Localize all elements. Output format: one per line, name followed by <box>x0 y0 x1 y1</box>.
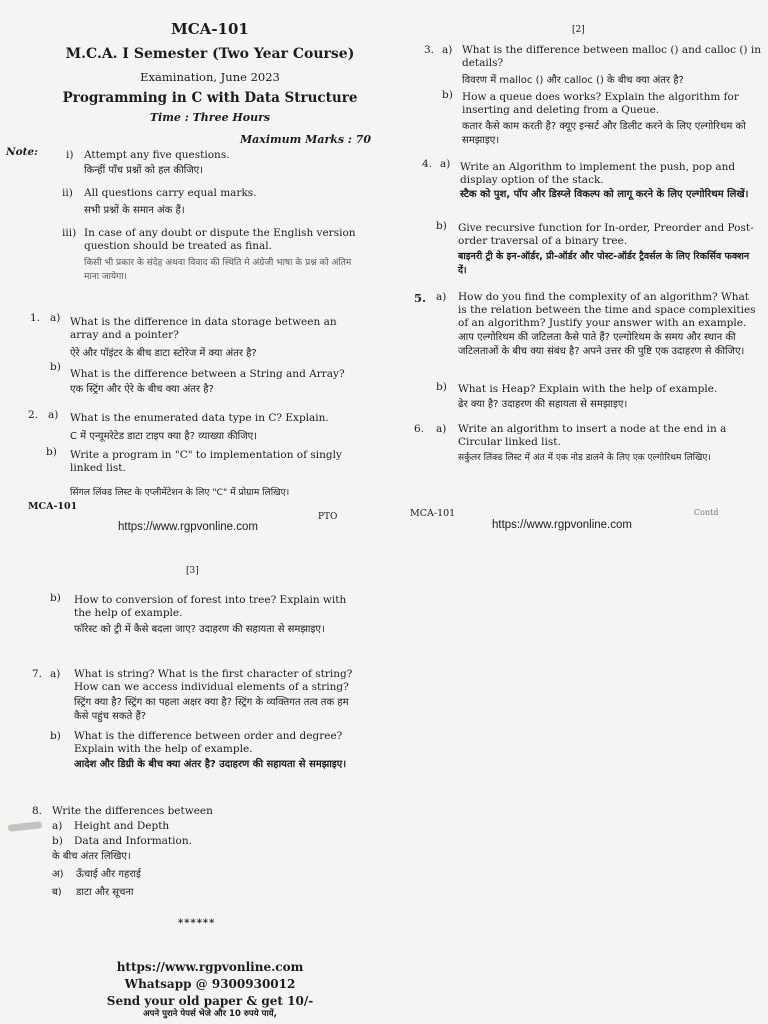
maximum-marks: Maximum Marks : 70 <box>240 133 372 146</box>
note-text-hi: किन्हीं पाँच प्रश्नों को हल कीजिए। <box>84 165 203 176</box>
question-text-en: What is string? What is the first character of string? How can we access individual elements of a string? <box>74 668 353 693</box>
question-number: 6. <box>414 423 425 435</box>
question-text-hi: ऐरे और पॉइंटर के बीच डाटा स्टोरेज में क्या अंतर है? <box>70 348 257 359</box>
question-text-hi: ढेर क्या है? उदाहरण की सहायता से समझाइए। <box>458 399 628 410</box>
sub-question-label: a) <box>52 820 63 832</box>
sub-question-label: a) <box>436 423 447 435</box>
sub-question-label: b) <box>436 220 447 232</box>
paper-code: MCA-101 <box>171 20 249 38</box>
sub-question-label: a) <box>48 409 59 421</box>
course-title: M.C.A. I Semester (Two Year Course) <box>65 46 355 62</box>
sub-question-label: b) <box>46 446 57 458</box>
sub-question-label: a) <box>50 668 61 680</box>
question-text-hi: कतार कैसे काम करती है? क्यूए इन्सर्ट और डिलीट करने के लिए एल्गोरिथम को समझाइए। <box>462 121 746 146</box>
subject-title: Programming in C with Data Structure <box>62 90 358 106</box>
sub-question-label: a) <box>50 312 61 324</box>
question-text-en: Write the differences between <box>52 805 213 817</box>
note-text-en: All questions carry equal marks. <box>84 187 257 199</box>
question-text-hi: फॉरेस्ट को ट्री में कैसे बदला जाए? उदाहरण की सहायता से समझाइए। <box>74 624 325 635</box>
question-text-en: How do you find the complexity of an algorithm? What is the relation between the time and space complexities of an algorithm? Justify your answer with an example. <box>458 291 756 329</box>
question-number: 5. <box>414 291 427 305</box>
sub-question-label: b) <box>52 835 63 847</box>
page-number: [3] <box>186 566 199 576</box>
sub-question-label: b) <box>442 89 453 101</box>
page-number: [2] <box>572 25 585 35</box>
question-number: 1. <box>30 312 41 324</box>
sub-question-label: ब) <box>52 887 62 898</box>
sub-question-label: b) <box>50 361 61 373</box>
exam-time: Time : Three Hours <box>149 111 271 124</box>
question-text-en: What is the enumerated data type in C? Explain. <box>70 412 329 424</box>
sub-question-label: अ) <box>52 869 64 880</box>
promo-offer-hindi: अपने पुराने पेपर्स भेजे और 10 रुपये पायें, <box>143 1009 277 1019</box>
question-text-hi: सिंगल लिंक्ड लिस्ट के एप्लीमेंटेशन के लिए "C" में प्रोग्राम लिखिए। <box>70 487 290 498</box>
question-text-hi: बाइनरी ट्री के इन-ऑर्डर, प्री-ऑर्डर और पोस्ट-ऑर्डर ट्रैवर्सल के लिए रिकर्सिव फक्शन दें। <box>458 251 750 276</box>
footer-pto: PTO <box>318 512 338 522</box>
promo-offer: Send your old paper & get 10/- <box>106 994 314 1008</box>
question-text-hi: C में एन्यूमरेटेड डाटा टाइप क्या है? व्याख्या कीजिए। <box>70 431 257 442</box>
sub-question-label: a) <box>436 291 447 303</box>
question-text-en: Write an algorithm to insert a node at the end in a Circular linked list. <box>458 423 727 448</box>
footer-contd: Contd <box>694 508 719 517</box>
end-marker: ****** <box>178 918 216 929</box>
note-number: iii) <box>62 227 77 239</box>
note-number: i) <box>66 149 74 161</box>
promo-url: https://www.rgpvonline.com <box>116 960 304 974</box>
note-text-en: In case of any doubt or dispute the English version question should be treated as final. <box>84 227 356 252</box>
question-text-hi: स्टैक को पुश, पॉप और डिस्प्ले विकल्प को लागू करने के लिए एल्गोरिथम लिखें। <box>460 189 749 200</box>
question-text-en: What is the difference between a String and Array? <box>70 368 345 380</box>
question-text-hi: आदेश और डिग्री के बीच क्या अंतर है? उदाहरण की सहायता से समझाइए। <box>74 759 347 770</box>
question-text-hi: विवरण में malloc () और calloc () के बीच क्या अंतर है? <box>462 75 684 86</box>
question-text-en: How to conversion of forest into tree? Explain with the help of example. <box>74 594 347 619</box>
sub-question-label: b) <box>436 381 447 393</box>
sub-question-label: b) <box>50 730 61 742</box>
sub-question-label: a) <box>440 158 451 170</box>
footer-paper-code: MCA-101 <box>28 501 78 512</box>
question-text-en: How a queue does works? Explain the algorithm for inserting and deleting from a Queue. <box>462 91 739 116</box>
sub-question-label: b) <box>50 592 61 604</box>
question-text-en: Write an Algorithm to implement the push, pop and display option of the stack. <box>460 161 736 186</box>
question-text-hi: सर्कुलर लिंक्ड लिस्ट में अंत में एक नोड डालने के लिए एक एल्गोरिथम लिखिए। <box>458 453 711 463</box>
note-text-hi: किसी भी प्रकार के संदेह अथवा विवाद की स्थिति मे अंग्रेजी भाषा के प्रश्न को अंतिम माना जायेगा। <box>84 258 352 282</box>
question-text-en: Give recursive function for In-order, Preorder and Post-order traversal of a binary tree. <box>458 222 754 247</box>
question-text-hi: स्ट्रिंग क्या है? स्ट्रिंग का पहला अक्षर क्या है? स्ट्रिंग के व्यक्तिगत तत्व तक हम कैसे पहुंच सकते हैं? <box>74 697 349 722</box>
source-url: https://www.rgpvonline.com <box>492 519 632 531</box>
note-text-hi: सभी प्रश्नों के समान अंक हैं। <box>84 205 185 216</box>
question-text-en: Data and Information. <box>74 835 192 847</box>
question-text-en: What is the difference between order and degree? Explain with the help of example. <box>74 730 343 755</box>
question-text-en: What is the difference between malloc () and calloc () in details? <box>462 44 761 69</box>
source-url: https://www.rgpvonline.com <box>118 521 258 533</box>
question-text-en: Write a program in "C" to implementation of singly linked list. <box>70 449 342 474</box>
question-text-en: What is the difference in data storage between an array and a pointer? <box>70 316 337 341</box>
question-text-hi: डाटा और सूचना <box>76 887 134 898</box>
note-label: Note: <box>6 146 39 158</box>
question-text-hi: एक स्ट्रिंग और ऐरे के बीच क्या अंतर है? <box>70 384 214 395</box>
note-number: ii) <box>62 187 73 199</box>
question-number: 3. <box>424 44 435 56</box>
question-number: 8. <box>32 805 43 817</box>
question-number: 4. <box>422 158 433 170</box>
question-text-hi: आप एल्गोरिथम की जटिलता कैसे पाते हैं? एल्गोरिथम के समय और स्थान की जटिलताओं के बीच क्या संबंध है? अपने उत्तर की पुष्टि एक उदाहरण से कीजिए। <box>458 332 745 357</box>
scan-smudge <box>8 821 43 832</box>
footer-paper-code: MCA-101 <box>410 508 456 519</box>
sub-question-label: a) <box>442 44 453 56</box>
question-text-en: What is Heap? Explain with the help of example. <box>458 383 718 395</box>
question-number: 7. <box>32 668 43 680</box>
question-number: 2. <box>28 409 39 421</box>
question-text-hi: ऊँचाई और गहराई <box>76 869 141 880</box>
exam-session: Examination, June 2023 <box>140 70 280 84</box>
note-text-en: Attempt any five questions. <box>84 149 230 161</box>
promo-whatsapp: Whatsapp @ 9300930012 <box>124 977 296 991</box>
question-text-en: Height and Depth <box>74 820 170 832</box>
question-text-hi: के बीच अंतर लिखिए। <box>52 851 131 862</box>
